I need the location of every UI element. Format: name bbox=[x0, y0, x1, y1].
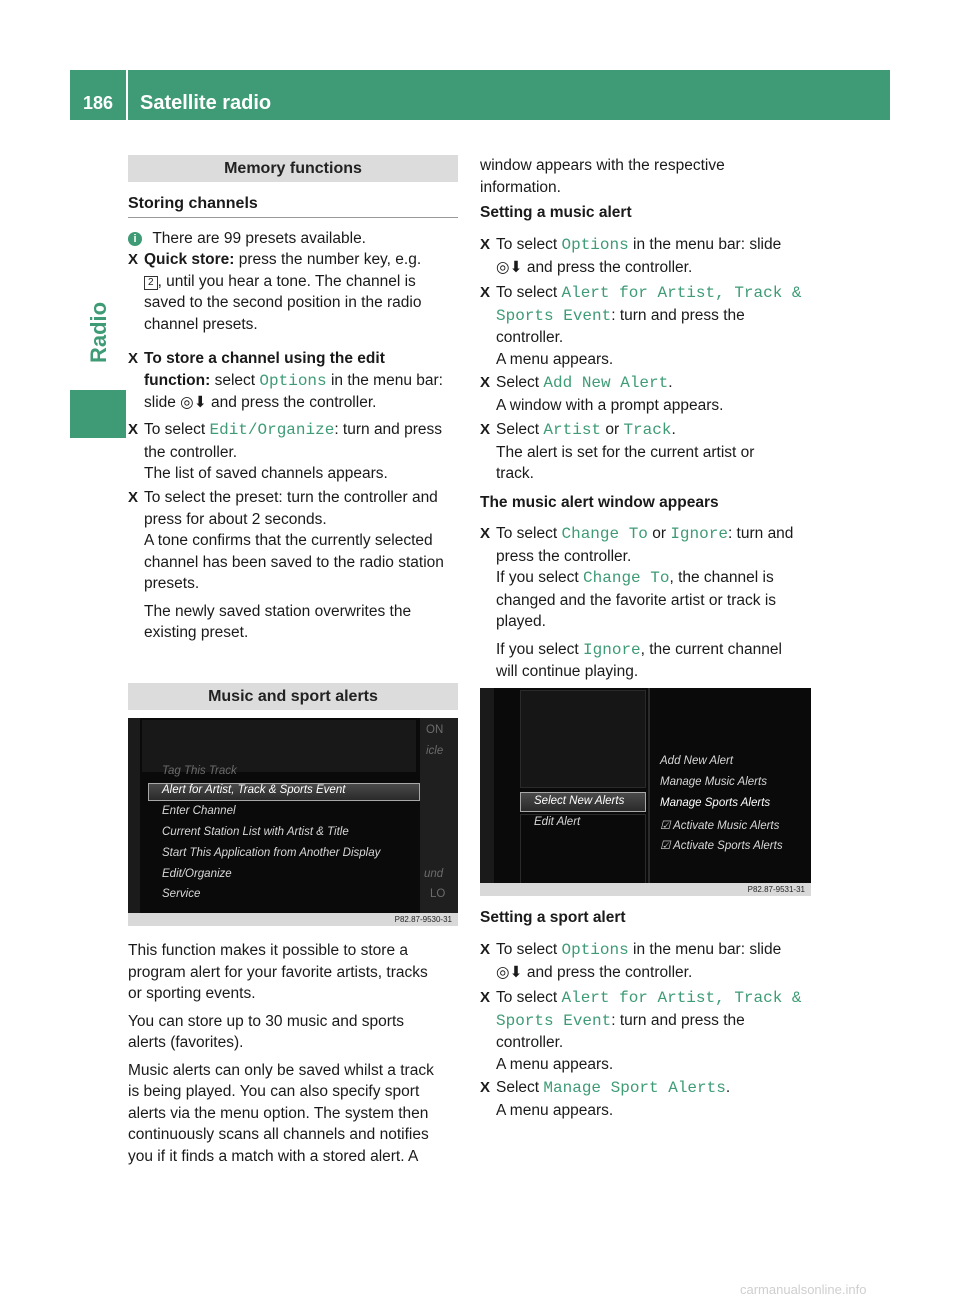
step-arrow-icon: X bbox=[480, 1079, 491, 1096]
checkbox-icon: ☑ bbox=[660, 820, 674, 832]
step-arrow-icon: X bbox=[128, 489, 139, 506]
step-add-new-alert: Select Add New Alert. A window with a prompt appears. bbox=[496, 374, 724, 414]
step-arrow-icon: X bbox=[128, 421, 139, 438]
menu-item[interactable]: Alert for Artist, Track & Sports Event bbox=[162, 784, 346, 796]
step-edit-organize: To select Edit/Organize: turn and press the controller. The list of saved channels appears. bbox=[144, 421, 443, 482]
page-number: 186 bbox=[82, 93, 114, 113]
music-alert-body: This function makes it possible to store a program alert for your favorite artists, tracks or sporting events. You can store up to 30 music and sports alerts (favorites). Music alerts can only be saved whilst a track is being played. You can also specify sport alerts via the menu option. The system then continuously scans all channels and notifies you if it finds a match with a stored alert. A bbox=[128, 942, 434, 1165]
step-arrow-icon: X bbox=[480, 941, 491, 958]
menu-item[interactable]: Service bbox=[162, 888, 201, 900]
step-arrow-icon: X bbox=[480, 374, 491, 391]
checkbox-icon: ☑ bbox=[660, 840, 674, 852]
menu-item[interactable]: Manage Music Alerts bbox=[660, 776, 767, 788]
side-tab bbox=[70, 128, 126, 390]
side-menu-text: und bbox=[424, 868, 444, 880]
menu-item[interactable]: Add New Alert bbox=[660, 755, 734, 767]
step-sport-alert-select: To select Alert for Artist, Track & Sports Event: turn and press the controller. A menu appears. bbox=[496, 989, 802, 1073]
image-code: P82.87-9531-31 bbox=[480, 883, 811, 896]
menu-item[interactable]: Start This Application from Another Display bbox=[162, 847, 381, 859]
menu-item[interactable]: Edit/Organize bbox=[162, 868, 232, 880]
storing-channels-heading: Storing channels bbox=[128, 195, 258, 212]
step-music-alert-select: To select Alert for Artist, Track & Sports Event: turn and press the controller. A menu appears. bbox=[496, 284, 802, 368]
watermark: carmanualsonline.info bbox=[740, 1282, 867, 1297]
screenshot-sport-menu bbox=[480, 688, 811, 896]
side-menu-text: ON bbox=[426, 724, 444, 736]
menu-item[interactable]: Manage Sports Alerts bbox=[660, 797, 771, 809]
menu-item[interactable]: Enter Channel bbox=[162, 805, 236, 817]
step-music-options: To select Options in the menu bar: slide ◎⬇ and press the controller. bbox=[496, 236, 782, 276]
header-separator bbox=[126, 70, 128, 120]
image-code: P82.87-9530-31 bbox=[128, 913, 458, 926]
menu-item[interactable]: ☑ Activate Music Alerts bbox=[660, 820, 780, 832]
music-alert-window-heading: The music alert window appears bbox=[480, 494, 719, 511]
menu-item[interactable]: Current Station List with Artist & Title bbox=[162, 826, 349, 838]
side-tab-marker bbox=[70, 390, 126, 438]
key-2-icon: 2 bbox=[144, 276, 158, 290]
menu-item[interactable]: Select New Alerts bbox=[534, 795, 625, 807]
info-icon: i bbox=[128, 232, 142, 246]
menu-item[interactable]: Tag This Track bbox=[162, 765, 237, 777]
divider bbox=[128, 217, 458, 218]
step-arrow-icon: X bbox=[128, 251, 139, 268]
step-arrow-icon: X bbox=[480, 989, 491, 1006]
music-sport-alerts-heading: Music and sport alerts bbox=[128, 683, 458, 710]
side-menu-text: icle bbox=[426, 745, 444, 757]
step-artist-track: Select Artist or Track. The alert is set for the current artist or track. bbox=[496, 421, 755, 482]
window-text: window appears with the respective information. bbox=[480, 157, 725, 196]
screenshot-alert-menu bbox=[128, 718, 458, 926]
music-alert-heading: Setting a music alert bbox=[480, 204, 632, 221]
step-arrow-icon: X bbox=[480, 525, 491, 542]
step-sport-options: To select Options in the menu bar: slide ◎⬇ and press the controller. bbox=[496, 941, 782, 981]
step-change-or-ignore: To select Change To or Ignore: turn and press the controller. If you select Change To, the channel is changed and the favorite artist or track is played. If you select Ignore, the current channel will continue playing. bbox=[496, 525, 794, 680]
menu-item[interactable]: Edit Alert bbox=[534, 816, 581, 828]
side-tab-label: Radio bbox=[86, 301, 111, 363]
memory-functions-heading: Memory functions bbox=[128, 155, 458, 182]
step-arrow-icon: X bbox=[480, 236, 491, 253]
side-menu-text: LO bbox=[430, 888, 446, 900]
step-select-preset: To select the preset: turn the controller and press for about 2 seconds. A tone confirms that the currently selected channel has been saved to the radio station presets. The newly saved station overwrites the existing preset. bbox=[144, 489, 444, 641]
step-quick-store: Quick store: press the number key, e.g. 2 , until you hear a tone. The channel is saved to the second position in the radio channel presets. bbox=[144, 251, 422, 333]
step-arrow-icon: X bbox=[128, 350, 139, 367]
menu-item[interactable]: ☑ Activate Sports Alerts bbox=[660, 840, 783, 852]
sport-alert-heading: Setting a sport alert bbox=[480, 909, 626, 926]
step-arrow-icon: X bbox=[480, 284, 491, 301]
step-store-edit: To store a channel using the edit function: select Options in the menu bar: slide ◎⬇ and press the controller. bbox=[144, 350, 443, 411]
info-note: i There are 99 presets available. bbox=[128, 228, 366, 250]
step-arrow-icon: X bbox=[480, 421, 491, 438]
section-title: Satellite radio bbox=[140, 92, 272, 114]
step-manage-sport-alerts: Select Manage Sport Alerts. A menu appears. bbox=[496, 1079, 731, 1119]
